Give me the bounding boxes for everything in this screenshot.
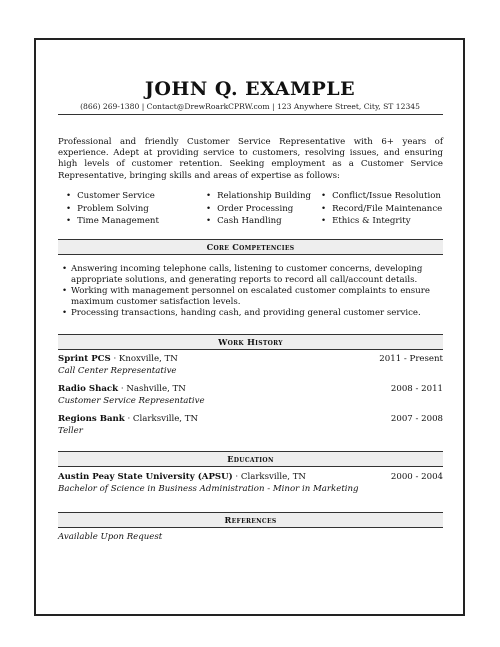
skill-item: • Cash Handling xyxy=(206,215,321,228)
work-history-heading: Work History xyxy=(58,334,443,350)
education-dates: 2000 - 2004 xyxy=(390,472,443,482)
skill-item: • Customer Service xyxy=(66,190,206,203)
references-heading: References xyxy=(58,512,443,528)
education-entry xyxy=(58,472,443,495)
job-entry xyxy=(58,384,443,407)
resume-name: JOHN Q. EXAMPLE xyxy=(144,78,356,100)
job-title: Teller xyxy=(58,425,83,436)
skills-column-3 xyxy=(321,190,446,228)
skill-item: • Problem Solving xyxy=(66,203,206,216)
job-location: · Knoxville, TN xyxy=(110,354,178,364)
degree: Bachelor of Science in Business Administration - Minor in Marketing xyxy=(58,483,359,494)
competency-item: • Processing transactions, handing cash, and providing general customer service. xyxy=(62,308,442,319)
education-heading: Education xyxy=(58,451,443,467)
competency-item: • Answering incoming telephone calls, listening to customer concerns, developing appropriate solutions, and generating reports to record all call/account details. xyxy=(62,264,442,286)
job-entry xyxy=(58,414,443,437)
competency-item: • Working with management personnel on escalated customer complaints to ensure maximum customer satisfaction levels. xyxy=(62,286,442,308)
core-competencies-list xyxy=(62,264,442,319)
skills-column-1 xyxy=(66,190,206,228)
job-location: · Clarksville, TN xyxy=(124,414,199,424)
job-entry xyxy=(58,354,443,377)
summary-paragraph: Professional and friendly Customer Service Representative with 6+ years of experience. Adept at providing service to customers, resolving issues, and ensuring high levels of customer retention. Seeking employment as a Customer Service Representative, bringing skills and areas of expertise as follows: xyxy=(58,137,443,181)
job-location: · Nashville, TN xyxy=(118,384,186,394)
skill-item: • Order Processing xyxy=(206,203,321,216)
company-name: Radio Shack xyxy=(58,384,119,394)
job-dates: 2008 - 2011 xyxy=(390,384,443,394)
company-name: Sprint PCS xyxy=(58,354,111,364)
skill-item: • Record/File Maintenance xyxy=(321,203,446,216)
references-text: Available Upon Request xyxy=(58,532,163,542)
job-title: Call Center Representative xyxy=(58,365,177,376)
school-location: · Clarksville, TN xyxy=(232,472,306,482)
skills-column-2 xyxy=(206,190,321,228)
job-title: Customer Service Representative xyxy=(58,395,205,406)
school-name: Austin Peay State University (APSU) xyxy=(58,472,233,482)
skill-item: • Conflict/Issue Resolution xyxy=(321,190,446,203)
job-dates: 2011 - Present xyxy=(379,354,443,364)
company-name: Regions Bank xyxy=(58,414,125,424)
core-competencies-heading: Core Competencies xyxy=(58,239,443,255)
skill-item: • Relationship Building xyxy=(206,190,321,203)
contact-line: (866) 269-1380 | Contact@DrewRoarkCPRW.com | 123 Anywhere Street, City, ST 12345 xyxy=(80,102,420,111)
skills-list xyxy=(66,190,446,228)
skill-item: • Time Management xyxy=(66,215,206,228)
page-border xyxy=(34,38,465,616)
skill-item: • Ethics & Integrity xyxy=(321,215,446,228)
job-dates: 2007 - 2008 xyxy=(390,414,443,424)
header-divider xyxy=(58,114,443,115)
